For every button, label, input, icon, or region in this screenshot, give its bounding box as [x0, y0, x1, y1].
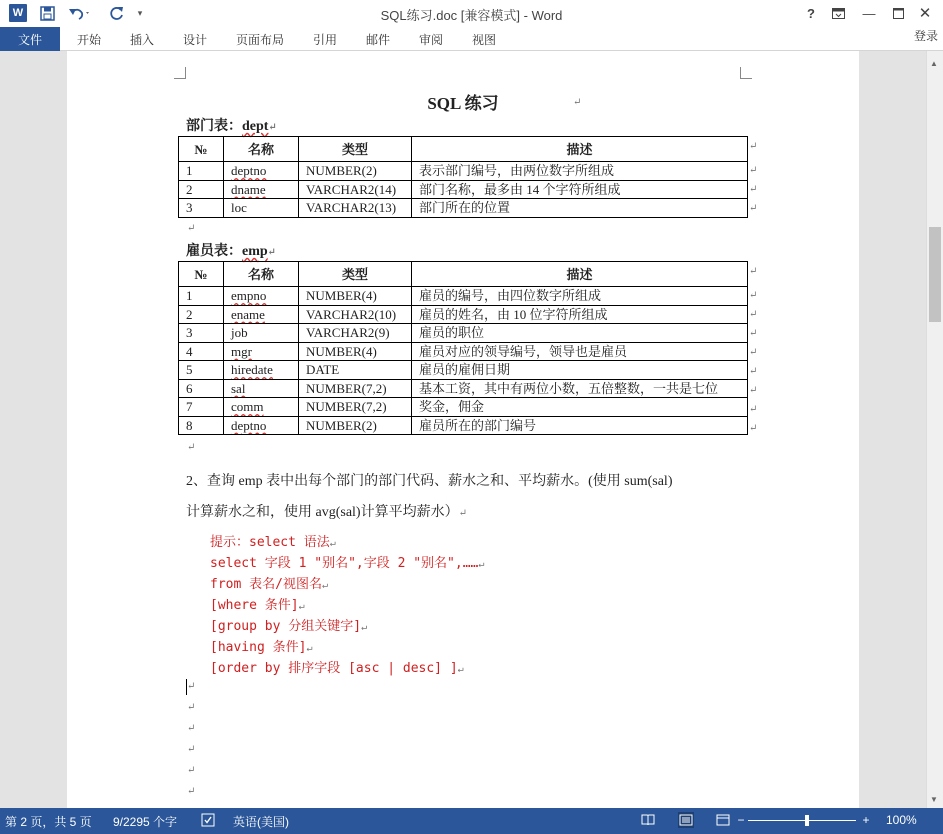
column-header-name: 名称	[224, 262, 299, 287]
question-text: 2、查询 emp 表中出每个部门的部门代码、薪水之和、平均薪水。(使用 sum(sal)	[186, 474, 673, 489]
paragraph-mark: ↵	[187, 681, 196, 692]
document-area	[0, 51, 926, 808]
emp-table-heading	[186, 240, 276, 260]
read-mode-icon	[641, 814, 655, 826]
tab-insert[interactable]: 插入	[130, 33, 155, 47]
hint-text: [order by 排序字段 [asc | desc] ]	[210, 661, 458, 676]
paragraph-mark: ↵	[306, 643, 313, 654]
row-no: 3	[179, 324, 224, 343]
book-check-icon	[201, 813, 215, 827]
row-name	[224, 416, 299, 435]
table-row	[179, 416, 748, 435]
paragraph-mark: ↵	[298, 601, 305, 612]
hint-text: [having 条件]	[210, 640, 307, 655]
row-type: NUMBER(2)	[299, 416, 412, 435]
table-row	[179, 199, 748, 218]
row-end-mark: ↵	[749, 366, 758, 377]
row-end-mark: ↵	[749, 203, 758, 214]
paragraph-mark: ↵	[187, 442, 196, 453]
web-layout-icon	[716, 814, 730, 826]
zoom-slider[interactable]	[748, 820, 856, 821]
paragraph-mark: ↵	[187, 702, 196, 713]
tab-file[interactable]: 文件	[0, 27, 60, 51]
minus-icon: −	[737, 813, 745, 827]
paragraph-mark: ↵	[187, 744, 196, 755]
row-name	[224, 324, 299, 343]
hint-line	[210, 594, 305, 613]
hint-text: [where 条件]	[210, 598, 299, 613]
table-header-row	[179, 137, 748, 162]
tab-home[interactable]: 开始	[77, 33, 102, 47]
chevron-down-icon: ▾	[137, 7, 143, 18]
row-no: 6	[179, 379, 224, 398]
emp-heading-code: emp	[242, 244, 268, 259]
paragraph-mark: ↵	[268, 122, 277, 133]
row-desc: 基本工资，其中有两位小数，五倍整数，一共是七位	[412, 379, 748, 398]
row-no: 8	[179, 416, 224, 435]
row-end-mark: ↵	[749, 290, 758, 301]
row-end-mark: ↵	[749, 141, 758, 152]
scrollbar-thumb[interactable]	[929, 227, 941, 322]
table-row	[179, 162, 748, 181]
row-no: 2	[179, 180, 224, 199]
scroll-up-arrow-icon[interactable]: ▲	[930, 59, 938, 68]
question-text: 计算薪水之和，使用 avg(sal)计算平均薪水）	[186, 505, 459, 520]
column-header-desc: 描述	[412, 137, 748, 162]
row-no: 1	[179, 287, 224, 306]
column-header-type: 类型	[299, 262, 412, 287]
zoom-out-button[interactable]	[733, 812, 749, 828]
row-name	[224, 199, 299, 218]
table-row	[179, 180, 748, 199]
zoom-level[interactable]: 100%	[886, 813, 917, 827]
hint-text: select 字段 1 "别名",字段 2 "别名",……	[210, 556, 479, 571]
ribbon-tab-bar	[0, 27, 943, 51]
row-end-mark: ↵	[749, 266, 758, 277]
row-end-mark: ↵	[749, 423, 758, 434]
row-name	[224, 162, 299, 181]
row-end-mark: ↵	[749, 309, 758, 320]
table-row	[179, 379, 748, 398]
document-title	[67, 89, 859, 114]
tab-page-layout[interactable]: 页面布局	[236, 33, 285, 47]
row-type: VARCHAR2(13)	[299, 199, 412, 218]
status-bar	[0, 808, 943, 834]
word-count-status[interactable]: 9/2295 个字	[113, 815, 178, 829]
row-name	[224, 361, 299, 380]
field-name: sal	[231, 380, 246, 396]
row-end-mark: ↵	[749, 184, 758, 195]
hint-text: from 表名/视图名	[210, 577, 322, 592]
row-desc: 部门所在的位置	[412, 199, 748, 218]
row-no: 1	[179, 162, 224, 181]
tab-view[interactable]: 视图	[472, 33, 497, 47]
row-desc: 雇员的职位	[412, 324, 748, 343]
paragraph-mark: ↵	[361, 622, 368, 633]
tab-mailings[interactable]: 邮件	[366, 33, 391, 47]
row-name	[224, 379, 299, 398]
vertical-scrollbar[interactable]	[926, 51, 943, 808]
field-name: ename	[231, 306, 265, 322]
question-line-2	[186, 501, 467, 521]
field-name: hiredate	[231, 362, 273, 378]
paragraph-mark: ↵	[187, 223, 196, 234]
title-bar	[0, 0, 943, 27]
row-no: 2	[179, 305, 224, 324]
row-desc: 奖金，佣金	[412, 398, 748, 417]
hint-line	[210, 552, 484, 571]
row-type: NUMBER(7,2)	[299, 379, 412, 398]
paragraph-mark: ↵	[187, 723, 196, 734]
page-count-status[interactable]: 第 2 页，共 5 页	[5, 815, 92, 829]
sign-in-link[interactable]: 登录	[914, 29, 939, 43]
row-desc: 雇员对应的领导编号，领导也是雇员	[412, 342, 748, 361]
row-end-mark: ↵	[749, 404, 758, 415]
row-desc: 雇员的编号，由四位数字所组成	[412, 287, 748, 306]
question-line-1	[186, 470, 672, 490]
field-name: job	[231, 325, 248, 341]
dept-heading-code: dept	[242, 119, 269, 134]
ribbon-options-icon	[832, 8, 845, 19]
table-row	[179, 287, 748, 306]
document-page[interactable]	[67, 51, 859, 808]
row-name	[224, 287, 299, 306]
paragraph-mark: ↵	[457, 664, 464, 675]
column-header-name: 名称	[224, 137, 299, 162]
paragraph-mark: ↵	[321, 580, 328, 591]
paragraph-mark: ↵	[458, 508, 467, 519]
row-end-mark: ↵	[749, 328, 758, 339]
hint-text: 提示：select 语法	[210, 535, 330, 550]
dept-table	[178, 136, 748, 218]
language-status[interactable]: 英语(美国)	[233, 815, 289, 829]
maximize-button[interactable]	[887, 3, 909, 23]
scroll-down-arrow-icon[interactable]: ▼	[930, 795, 938, 804]
row-no: 3	[179, 199, 224, 218]
paragraph-mark: ↵	[267, 247, 277, 258]
row-desc: 雇员所在的部门编号	[412, 416, 748, 435]
paragraph-mark: ↵	[329, 538, 336, 549]
table-row	[179, 361, 748, 380]
ribbon-display-options-button[interactable]	[827, 3, 849, 23]
tab-review[interactable]: 审阅	[419, 33, 444, 47]
margin-corner-mark	[740, 67, 752, 79]
minimize-button[interactable]: —	[862, 5, 876, 21]
column-header-type: 类型	[299, 137, 412, 162]
column-header-no: №	[179, 262, 224, 287]
field-name: dname	[231, 181, 266, 197]
paragraph-mark: ↵	[573, 97, 582, 108]
field-name: empno	[231, 288, 267, 304]
row-type: NUMBER(4)	[299, 342, 412, 361]
row-desc: 部门名称，最多由 14 个字符所组成	[412, 180, 748, 199]
field-name: mgr	[231, 343, 252, 359]
row-desc: 表示部门编号，由两位数字所组成	[412, 162, 748, 181]
row-end-mark: ↵	[749, 385, 758, 396]
table-header-row	[179, 262, 748, 287]
paragraph-mark: ↵	[187, 765, 196, 776]
hint-line	[210, 573, 328, 592]
zoom-in-button[interactable]	[858, 812, 874, 828]
row-end-mark: ↵	[749, 347, 758, 358]
row-name	[224, 305, 299, 324]
row-desc: 雇员的姓名，由 10 位字符所组成	[412, 305, 748, 324]
tab-references[interactable]: 引用	[313, 33, 338, 47]
window-title: SQL练习.doc [兼容模式] - Word	[380, 8, 563, 23]
field-name: deptno	[231, 163, 267, 179]
column-header-no: №	[179, 137, 224, 162]
row-name	[224, 398, 299, 417]
row-no: 7	[179, 398, 224, 417]
row-type: NUMBER(4)	[299, 287, 412, 306]
emp-table	[178, 261, 748, 435]
table-row	[179, 324, 748, 343]
paragraph-mark: ↵	[187, 786, 196, 797]
hint-line	[210, 657, 464, 676]
margin-corner-mark	[174, 67, 186, 79]
hint-line	[210, 636, 312, 655]
row-name	[224, 180, 299, 199]
row-type: VARCHAR2(9)	[299, 324, 412, 343]
row-desc: 雇员的雇佣日期	[412, 361, 748, 380]
print-layout-button[interactable]	[678, 812, 694, 828]
hint-line	[210, 615, 367, 634]
proofing-icon[interactable]	[200, 812, 216, 828]
column-header-desc: 描述	[412, 262, 748, 287]
plus-icon: +	[862, 813, 870, 827]
field-name: comm	[231, 399, 264, 415]
row-type: DATE	[299, 361, 412, 380]
row-name	[224, 342, 299, 361]
maximize-icon	[893, 8, 904, 19]
row-type: NUMBER(7,2)	[299, 398, 412, 417]
table-row	[179, 305, 748, 324]
row-type: VARCHAR2(10)	[299, 305, 412, 324]
tab-design[interactable]: 设计	[183, 33, 208, 47]
dept-table-heading	[186, 115, 277, 135]
close-button[interactable]: ✕	[918, 5, 932, 22]
field-name: deptno	[231, 417, 267, 433]
hint-text: [group by 分组关键字]	[210, 619, 362, 634]
table-row	[179, 398, 748, 417]
row-end-mark: ↵	[749, 165, 758, 176]
row-no: 5	[179, 361, 224, 380]
hint-line	[210, 531, 336, 550]
document-title-text: SQL 练习	[427, 94, 499, 113]
row-type: NUMBER(2)	[299, 162, 412, 181]
field-name: loc	[231, 200, 247, 216]
dept-heading-prefix: 部门表：	[186, 119, 242, 134]
emp-heading-prefix: 雇员表：	[186, 244, 242, 259]
zoom-slider-thumb[interactable]	[805, 815, 809, 826]
read-mode-button[interactable]	[640, 812, 656, 828]
word-app-icon[interactable]: W	[9, 4, 27, 22]
web-layout-button[interactable]	[715, 812, 731, 828]
paragraph-mark: ↵	[478, 559, 485, 570]
row-no: 4	[179, 342, 224, 361]
row-type: VARCHAR2(14)	[299, 180, 412, 199]
print-layout-icon	[679, 814, 693, 826]
help-button[interactable]: ?	[807, 5, 815, 21]
table-row	[179, 342, 748, 361]
